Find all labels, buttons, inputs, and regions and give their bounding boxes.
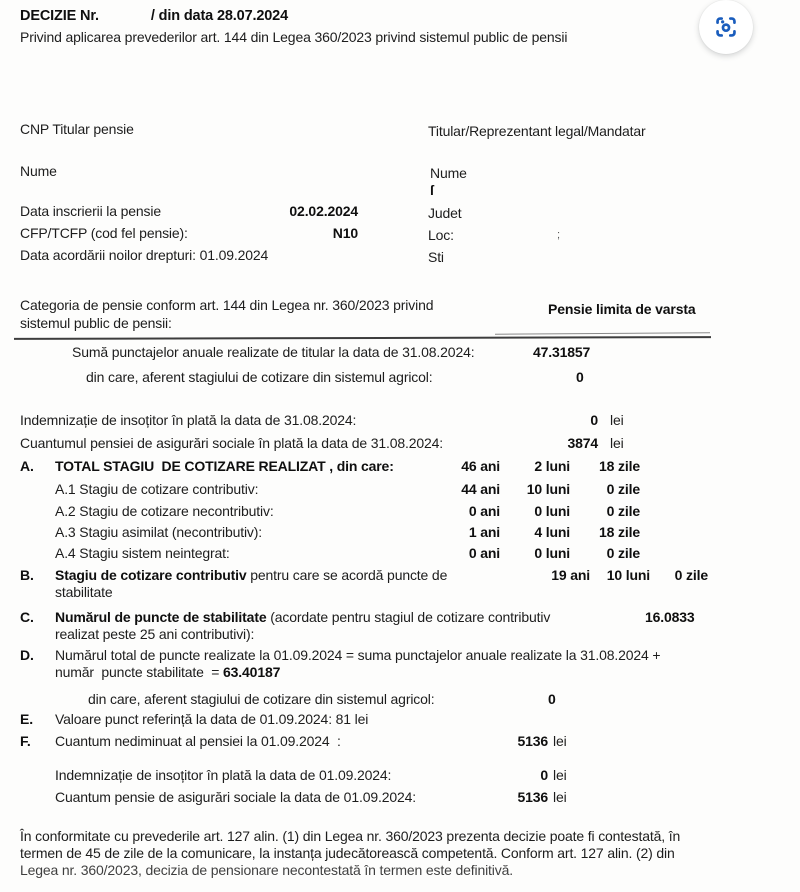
section-f-value: 5136 <box>517 733 548 749</box>
agricol-value: 0 <box>576 369 584 385</box>
section-d-value: 63.40187 <box>223 664 281 680</box>
cfp-value: N10 <box>332 225 358 241</box>
cuantum-sep-value: 5136 <box>517 789 548 805</box>
cuantum-aug-value: 3874 <box>567 435 598 451</box>
stagiu-row-label: A.1 Stagiu de cotizare contributiv: <box>55 481 259 497</box>
decizie-date: / din data 28.07.2024 <box>150 8 289 24</box>
stagiu-row-zile: 0 zile <box>606 481 640 497</box>
footer-line1: În conformitate cu prevederile art. 127 alin. (1) din Legea nr. 360/2023 prezenta decizie poate fi contestată, în <box>20 828 681 844</box>
google-lens-icon <box>713 14 739 40</box>
cnp-label: CNP Titular pensie <box>20 121 134 137</box>
divider-line <box>14 336 711 340</box>
section-b-zile: 0 zile <box>674 567 708 583</box>
section-c-line2: realizat peste 25 ani contributivi): <box>55 626 255 642</box>
inscriere-row <box>20 203 358 219</box>
section-f-letter: F. <box>20 733 31 749</box>
stagiu-row-ani: 0 ani <box>468 503 500 519</box>
loc-label: Loc: <box>428 227 454 243</box>
section-e-letter: E. <box>20 711 33 727</box>
footer-line3: Legea nr. 360/2023, decizia de pensionare necontestată în termen este definitivă. <box>20 862 513 878</box>
stagiu-row-zile: 0 zile <box>606 503 640 519</box>
cuantum-aug-unit: lei <box>610 435 624 451</box>
stagiu-row-luni: 4 luni <box>534 524 570 540</box>
nume-left-label: Nume <box>20 163 57 179</box>
section-b-ani: 19 ani <box>551 567 590 583</box>
section-b-line2: stabilitate <box>55 584 113 600</box>
section-a-label: TOTAL STAGIU DE COTIZARE REALIZAT , din care: <box>55 458 394 474</box>
section-a-luni: 2 luni <box>534 458 570 474</box>
titular-label: Titular/Reprezentant legal/Mandatar <box>428 123 646 139</box>
indemnizatie-aug-value: 0 <box>590 412 598 428</box>
stagiu-row-label: A.3 Stagiu asimilat (necontributiv): <box>55 524 263 540</box>
stagiu-row-zile: 18 zile <box>599 524 640 540</box>
stagiu-row-label: A.2 Stagiu de cotizare necontributiv: <box>55 503 274 519</box>
section-b-letter: B. <box>20 567 34 583</box>
stagiu-row-ani: 1 ani <box>468 524 500 540</box>
section-a-zile: 18 zile <box>599 458 640 474</box>
nume-right-partial: ſ <box>430 182 434 198</box>
indemnizatie-sep-value: 0 <box>540 767 548 783</box>
section-f-label: Cuantum nediminuat al pensiei la 01.09.2024 : <box>55 733 341 749</box>
section-c-text <box>55 609 550 625</box>
cfp-label: CFP/TCFP (cod fel pensie): <box>20 225 188 241</box>
indemnizatie-sep-unit: lei <box>553 767 567 783</box>
section-b-text <box>55 567 447 583</box>
section-c-bold: Numărul de puncte de stabilitate <box>55 609 267 625</box>
section-c-value: 16.0833 <box>645 609 695 625</box>
section-f-unit: lei <box>553 733 567 749</box>
section-c-rest: (acordate pentru stagiul de cotizare contributiv <box>266 609 551 625</box>
inscriere-value: 02.02.2024 <box>289 203 358 219</box>
decizie-label: DECIZIE Nr. <box>20 8 99 24</box>
section-d-line1: Numărul total de puncte realizate la 01.09.2024 = suma punctajelor anuale realizate la 31.08.2024 + <box>55 647 661 663</box>
section-e-text: Valoare punct referință la data de 01.09.2024: 81 lei <box>55 711 369 727</box>
stagiu-row-luni: 0 luni <box>534 545 570 561</box>
judet-label: Judet <box>428 205 462 221</box>
legal-footer <box>20 828 680 879</box>
nume-right-label: Nume <box>430 165 467 181</box>
cfp-row <box>20 225 358 241</box>
stagiu-row-luni: 10 luni <box>526 481 570 497</box>
str-label: Sti <box>428 249 444 265</box>
cuantum-sep-unit: lei <box>553 789 567 805</box>
section-a-ani: 46 ani <box>461 458 500 474</box>
categoria-line2: sistemul public de pensii: <box>20 315 172 331</box>
section-d-line2-prefix: număr puncte stabilitate = <box>55 664 224 680</box>
stagiu-row-ani: 44 ani <box>461 481 500 497</box>
agricol-label: din care, aferent stagiului de cotizare din sistemul agricol: <box>86 369 433 385</box>
inscriere-label: Data inscrierii la pensie <box>20 203 161 219</box>
categoria-line1: Categoria de pensie conform art. 144 din Legea nr. 360/2023 privind <box>20 297 434 313</box>
footer-line2: termen de 45 de zile de la comunicare, la instanța judecătorească competentă. Conform art. 127 alin. (2) din <box>20 845 675 861</box>
indemnizatie-aug-unit: lei <box>610 412 624 428</box>
loc-mark: ; <box>557 229 560 241</box>
section-b-rest: pentru care se acordă puncte de <box>246 567 448 583</box>
section-d-agricol-label: din care, aferent stagiului de cotizare din sistemul agricol: <box>88 691 435 707</box>
indemnizatie-aug-label: Indemnizație de insoțitor în plată la data de 31.08.2024: <box>20 412 357 428</box>
stagiu-row-zile: 0 zile <box>606 545 640 561</box>
section-d-line2 <box>55 664 280 680</box>
stagiu-row-ani: 0 ani <box>468 545 500 561</box>
indemnizatie-sep-label: Indemnizație de insoțitor în plată la data de 01.09.2024: <box>55 767 392 783</box>
suma-label: Sumă punctajelor anuale realizate de titular la data de 31.08.2024: <box>72 344 475 360</box>
lens-button[interactable] <box>699 0 753 54</box>
section-c-letter: C. <box>20 609 34 625</box>
cuantum-aug-label: Cuantumul pensiei de asigurări sociale în plată la data de 31.08.2024: <box>20 435 444 451</box>
divider-line-faint <box>495 332 710 335</box>
categoria-label <box>20 296 433 332</box>
suma-value: 47.31857 <box>533 344 591 360</box>
section-b-luni: 10 luni <box>606 567 650 583</box>
section-b-bold: Stagiu de cotizare contributiv <box>55 567 247 583</box>
cuantum-sep-label: Cuantum pensie de asigurări sociale la data de 01.09.2024: <box>55 789 416 805</box>
section-a-letter: A. <box>20 458 34 474</box>
stagiu-row-luni: 0 luni <box>534 503 570 519</box>
document-title-row <box>20 8 288 24</box>
section-d-letter: D. <box>20 647 34 663</box>
stagiu-row-label: A.4 Stagiu sistem neintegrat: <box>55 545 230 561</box>
acordare-text: Data acordării noilor drepturi: 01.09.2024 <box>20 247 269 263</box>
document-subtitle: Privind aplicarea prevederilor art. 144 din Legea 360/2023 privind sistemul public de pensii <box>20 29 568 45</box>
section-d-agricol-value: 0 <box>548 691 556 707</box>
categoria-value: Pensie limita de varsta <box>548 301 696 317</box>
